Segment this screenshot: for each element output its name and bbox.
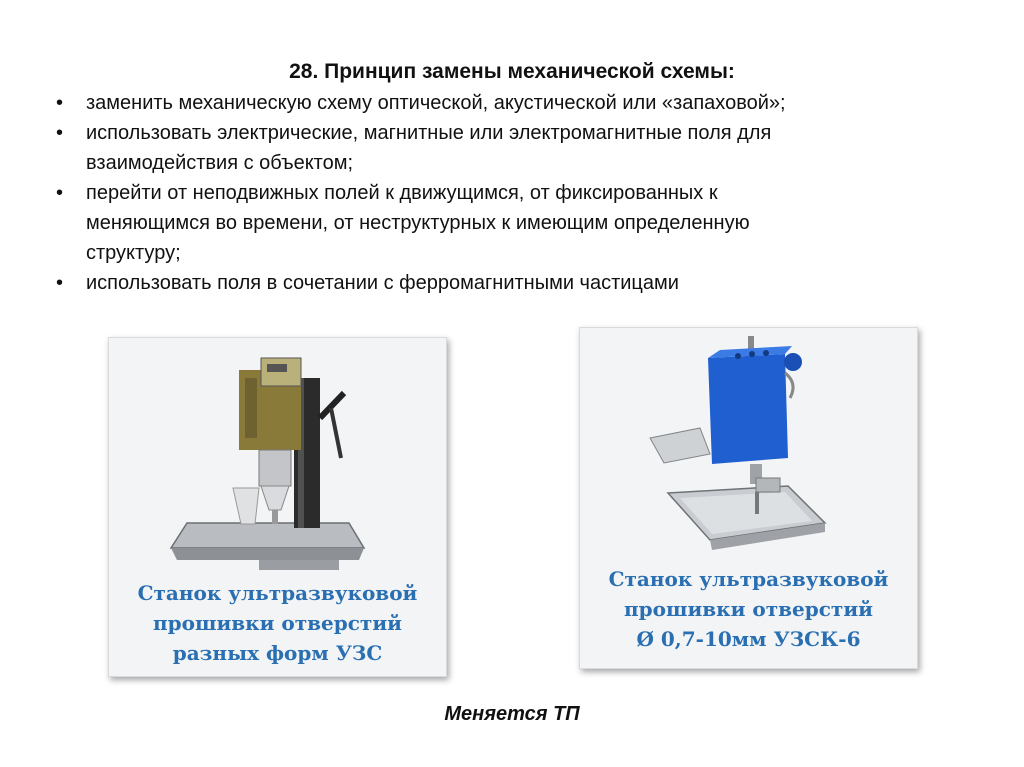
machine-uzs-image [109, 338, 446, 578]
bullet-dot: • [56, 272, 64, 294]
caption-line: Станок ультразвуковой [608, 567, 889, 591]
bullet-line: меняющимся во времени, от неструктурных к имеющим определенную [86, 212, 750, 234]
figure-caption [109, 578, 446, 668]
figure-machine-uzsk6 [579, 327, 918, 669]
bullet-line: использовать электрические, магнитные или электромагнитные поля для [86, 122, 772, 144]
bullet-item [56, 178, 956, 268]
figure-caption [580, 564, 917, 654]
bullet-list [56, 88, 956, 298]
caption-line: разных форм УЗС [172, 641, 383, 665]
bullet-item [56, 268, 956, 298]
caption-line: прошивки отверстий [623, 597, 873, 621]
bullet-dot: • [56, 182, 64, 204]
bullet-dot: • [56, 122, 64, 144]
caption-line: Ø 0,7-10мм УЗСК-6 [636, 627, 861, 651]
caption-line: прошивки отверстий [152, 611, 402, 635]
bullet-line: структуру; [86, 242, 181, 264]
bullet-line: перейти от неподвижных полей к движущимся, от фиксированных к [86, 182, 718, 204]
bullet-item [56, 118, 956, 178]
bullet-dot: • [56, 92, 64, 114]
bullet-line: взаимодействия с объектом; [86, 152, 354, 174]
machine-uzsk6-image [580, 328, 917, 568]
bullet-line: заменить механическую схему оптической, акустической или «запаховой»; [86, 92, 786, 114]
bullet-item [56, 88, 956, 118]
caption-line: Станок ультразвуковой [137, 581, 418, 605]
slide-title: 28. Принцип замены механической схемы: [289, 60, 735, 83]
figure-machine-uzs [108, 337, 447, 677]
bullet-line: использовать поля в сочетании с ферромагнитными частицами [86, 272, 679, 294]
footer-note: Меняется ТП [444, 703, 580, 725]
machine-uzsk6-body [708, 354, 788, 464]
